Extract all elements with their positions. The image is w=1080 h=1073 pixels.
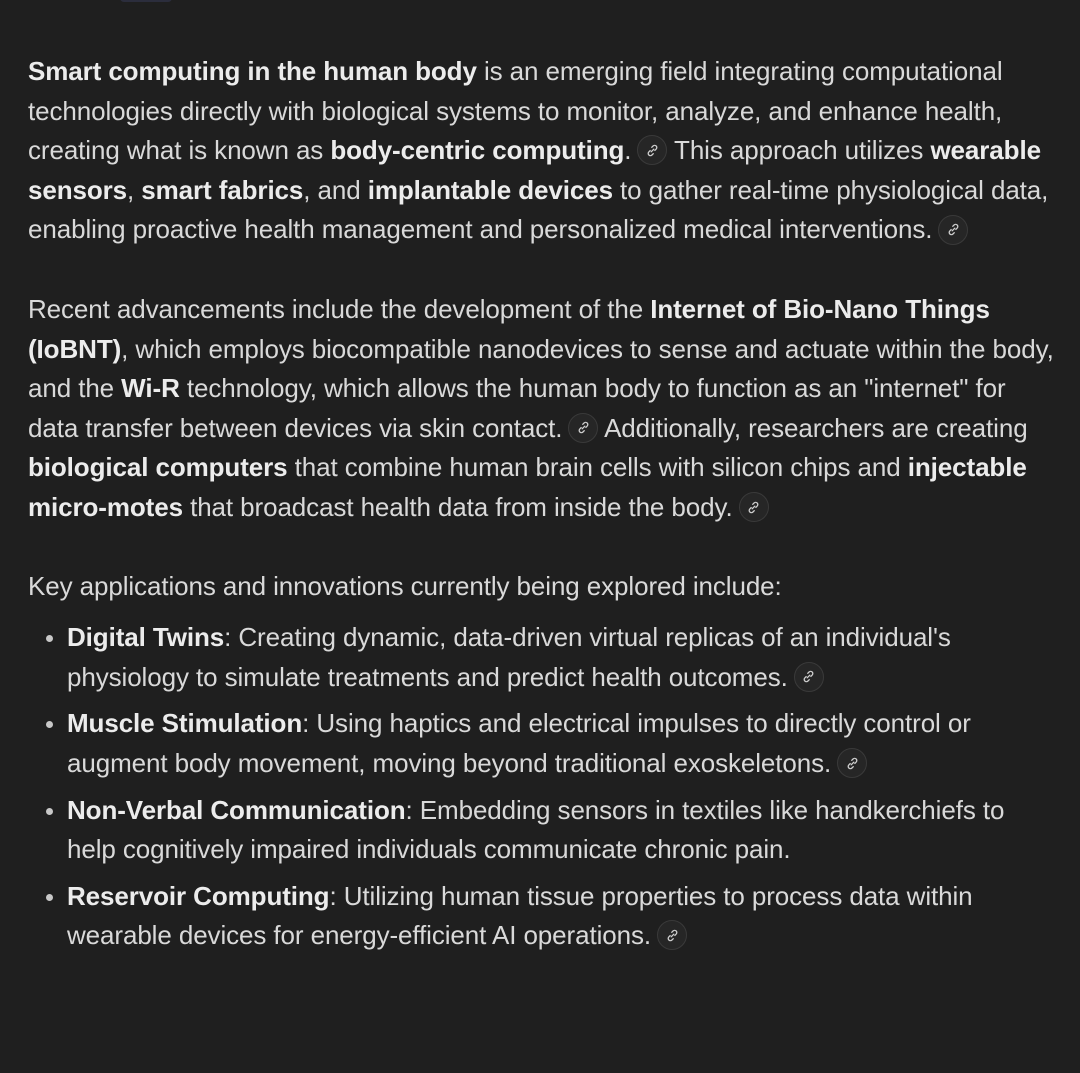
bold-term: wearable sensors: [28, 135, 1041, 205]
bold-term: biological computers: [28, 452, 288, 483]
list-item-desc: : Utilizing human tissue properties to process data within wearable devices for energy-efficient AI operations.: [67, 880, 973, 951]
bullet-icon: [46, 721, 53, 728]
list-item: [67, 704, 1058, 783]
bold-term: smart fabrics: [141, 174, 304, 205]
bold-term: implantable devices: [367, 174, 613, 205]
paragraph-intro: Smart computing in the human body is an emerging field integrating computational technologies directly with biological systems to monitor, analyze, and enhance health, creating what is known as body-centric computing. This approach utilizes wearable sensors, smart fabrics, and implantable devices to gather real-time physiological data, enabling proactive health management and personalized medical interventions.: [28, 56, 1049, 245]
bold-term: Internet of Bio-Nano Things (IoBNT): [28, 293, 990, 364]
bold-term: body-centric computing: [330, 135, 625, 166]
list-item-title: Digital Twins: [67, 622, 225, 653]
applications-list: [28, 618, 1058, 956]
response-content: [28, 52, 1058, 963]
list-item-title: Muscle Stimulation: [67, 708, 303, 739]
list-item-desc: : Creating dynamic, data-driven virtual replicas of an individual's physiology to simulate treatments and predict health outcomes.: [67, 622, 951, 692]
top-partial-element: [120, 0, 172, 2]
paragraph-key-applications: Key applications and innovations currently being explored include:: [28, 570, 782, 601]
citation-link-icon[interactable]: [739, 492, 769, 522]
list-item-title: Non-Verbal Communication: [67, 794, 406, 825]
list-item-title: Reservoir Computing: [67, 880, 330, 911]
bullet-icon: [46, 635, 53, 642]
citation-link-icon[interactable]: [657, 920, 687, 950]
list-item: [67, 877, 1058, 956]
bold-term: Wi-R: [121, 373, 180, 404]
list-item-desc: : Using haptics and electrical impulses to directly control or augment body movement, moving beyond traditional exoskeletons.: [67, 708, 971, 778]
list-item-desc: : Embedding sensors in textiles like handkerchiefs to help cognitively impaired individuals communicate chronic pain.: [67, 794, 1005, 865]
citation-link-icon[interactable]: [637, 135, 667, 165]
list-item: [67, 618, 1058, 697]
bullet-icon: [46, 894, 53, 901]
bold-term: Smart computing in the human body: [28, 56, 477, 86]
bold-term: injectable micro-motes: [28, 452, 1027, 522]
bullet-icon: [46, 808, 53, 815]
citation-link-icon[interactable]: [938, 215, 968, 245]
citation-link-icon[interactable]: [837, 748, 867, 778]
list-item: [67, 791, 1058, 870]
citation-link-icon[interactable]: [794, 662, 824, 692]
citation-link-icon[interactable]: [568, 413, 598, 443]
paragraph-advancements: Recent advancements include the development of the Internet of Bio-Nano Things (IoBNT), which employs biocompatible nanodevices to sense and actuate within the body, and the Wi-R technology, which allows the human body to function as an "internet" for data transfer between devices via skin contact. Additionally, researchers are creating biological computers that combine human brain cells with silicon chips and injectable micro-motes that broadcast health data from inside the body.: [28, 293, 1054, 522]
